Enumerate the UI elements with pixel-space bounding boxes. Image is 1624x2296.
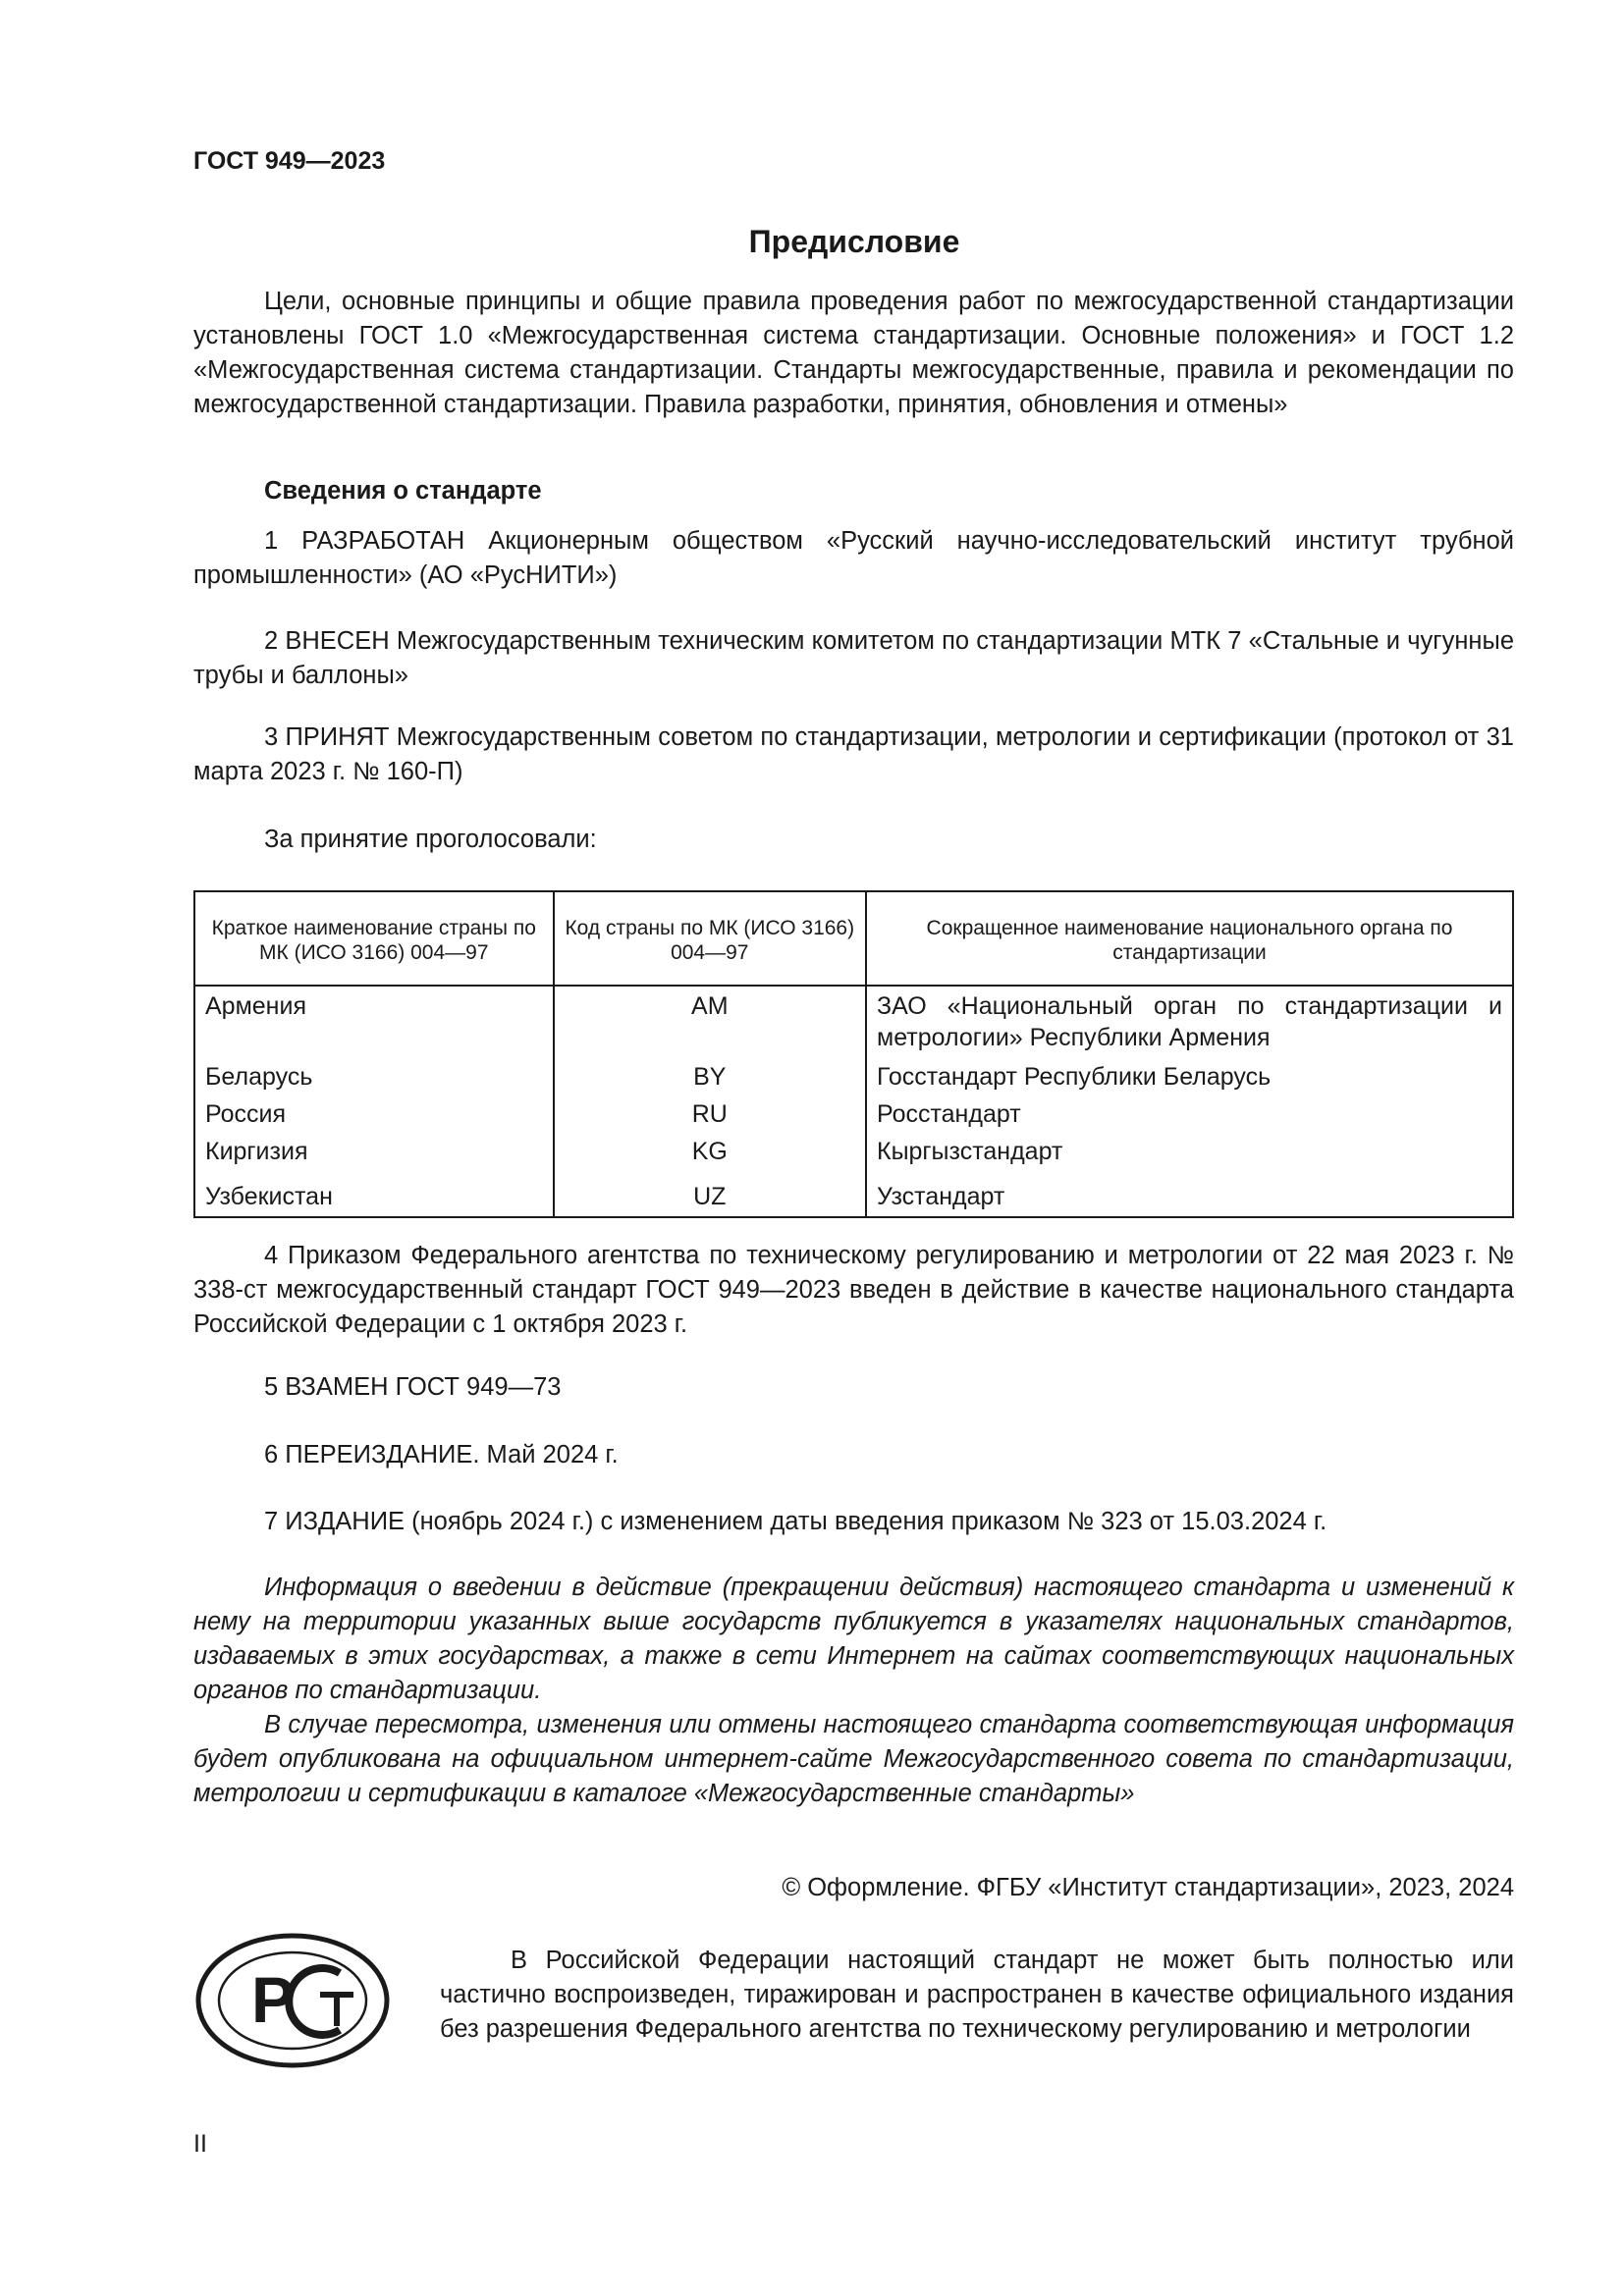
item-6-block: [193, 1438, 1514, 1472]
item-5-block: [193, 1370, 1514, 1405]
item-6: 6 ПЕРЕИЗДАНИЕ. Май 2024 г.: [264, 1441, 619, 1468]
vote-intro: За принятие проголосовали:: [264, 826, 597, 853]
cell-country: Киргизия: [194, 1130, 554, 1167]
section-title: Сведения о стандарте: [264, 477, 542, 505]
info-paragraph-1: Информация о введении в действие (прекращении действия) настоящего стандарта и изменений к нему на территории указанных выше государств публикуется в указателях национальных стандартов, издаваемых в этих государствах, а также в сети Интернет на сайтах соответствующих национальных органов по стандартизации.: [193, 1574, 1514, 1704]
item-4-block: [193, 1239, 1514, 1342]
page-number: II: [193, 2130, 207, 2158]
copyright: © Оформление. ФГБУ «Институт стандартизации», 2023, 2024: [782, 1874, 1514, 1901]
copyright-notice: В Российской Федерации настоящий стандарт не может быть полностью или частично воспроизведен, тиражирован и распространен в качестве официального издания без разрешения Федерального агентства по техническому регулированию и метрологии: [440, 1947, 1514, 2043]
info-block: [193, 1571, 1514, 1811]
vote-intro-block: [193, 823, 1514, 857]
voting-table: [193, 890, 1514, 1218]
item-2: 2 ВНЕСЕН Межгосударственным техническим комитетом по стандартизации МТК 7 «Стальные и чугунные трубы и баллоны»: [193, 627, 1514, 689]
svg-text:Р: Р: [251, 1963, 296, 2036]
item-1-block: [193, 524, 1514, 593]
cell-country: Армения: [194, 986, 554, 1057]
intro-block: [193, 285, 1514, 422]
cell-body: Кыргызстандарт: [866, 1130, 1513, 1167]
cell-code: KG: [554, 1130, 866, 1167]
table-row: [194, 1057, 1513, 1093]
document-code: ГОСТ 949—2023: [193, 147, 386, 175]
item-7: 7 ИЗДАНИЕ (ноябрь 2024 г.) с изменением даты введения приказом № 323 от 15.03.2024 г.: [264, 1508, 1327, 1535]
intro-paragraph: Цели, основные принципы и общие правила проведения работ по межгосударственной стандартизации установлены ГОСТ 1.0 «Межгосударственная система стандартизации. Основные положения» и ГОСТ 1.2 «Межгосударственная система стандартизации. Стандарты межгосударственные, правила и рекомендации по межгосударственной стандартизации. Правила разработки, принятия, обновления и отмены»: [193, 288, 1514, 418]
copyright-block: [193, 1871, 1514, 1905]
section-heading-block: [193, 474, 1514, 508]
cell-code: BY: [554, 1057, 866, 1093]
item-3: 3 ПРИНЯТ Межгосударственным советом по стандартизации, метрологии и сертификации (протокол от 31 марта 2023 г. № 160-П): [193, 723, 1514, 785]
copyright-notice-block: [440, 1944, 1514, 2047]
cell-body: Узстандарт: [866, 1167, 1513, 1217]
rst-certification-logo-icon: [194, 1932, 391, 2069]
table-row: [194, 986, 1513, 1057]
header-country: Краткое наименование страны по МК (ИСО 3166) 004—97: [194, 891, 554, 986]
header-body: Сокращенное наименование национального органа по стандартизации: [866, 891, 1513, 986]
item-7-block: [193, 1505, 1514, 1539]
cell-body: Госстандарт Республики Беларусь: [866, 1057, 1513, 1093]
cell-code: AM: [554, 986, 866, 1057]
cell-country: Россия: [194, 1093, 554, 1130]
table-row: [194, 1130, 1513, 1167]
cell-country: Беларусь: [194, 1057, 554, 1093]
item-2-block: [193, 624, 1514, 693]
item-5: 5 ВЗАМЕН ГОСТ 949—73: [264, 1373, 562, 1401]
table-row: [194, 1167, 1513, 1217]
info-paragraph-2: В случае пересмотра, изменения или отмены настоящего стандарта соответствующая информация будет опубликована на официальном интернет-сайте Межгосударственного совета по стандартизации, метрологии и сертификации в каталоге «Межгосударственные стандарты»: [193, 1711, 1514, 1807]
item-3-block: [193, 721, 1514, 789]
cell-country: Узбекистан: [194, 1167, 554, 1217]
page-title: Предисловие: [748, 224, 960, 259]
cell-body: Росстандарт: [866, 1093, 1513, 1130]
cell-code: RU: [554, 1093, 866, 1130]
table-header-row: [194, 891, 1513, 986]
voting-table-block: [193, 890, 1514, 1218]
cell-body: ЗАО «Национальный орган по стандартизации и метрологии» Республики Армения: [866, 986, 1513, 1057]
cell-code: UZ: [554, 1167, 866, 1217]
header-code: Код страны по МК (ИСО 3166) 004—97: [554, 891, 866, 986]
item-1: 1 РАЗРАБОТАН Акционерным обществом «Русский научно-исследовательский институт трубной промышленности» (АО «РусНИТИ»): [193, 527, 1514, 589]
item-4: 4 Приказом Федерального агентства по техническому регулированию и метрологии от 22 мая 2023 г. № 338-ст межгосударственный стандарт ГОСТ 949—2023 введен в действие в качестве национального стандарта Российской Федерации с 1 октября 2023 г.: [193, 1242, 1514, 1338]
table-row: [194, 1093, 1513, 1130]
